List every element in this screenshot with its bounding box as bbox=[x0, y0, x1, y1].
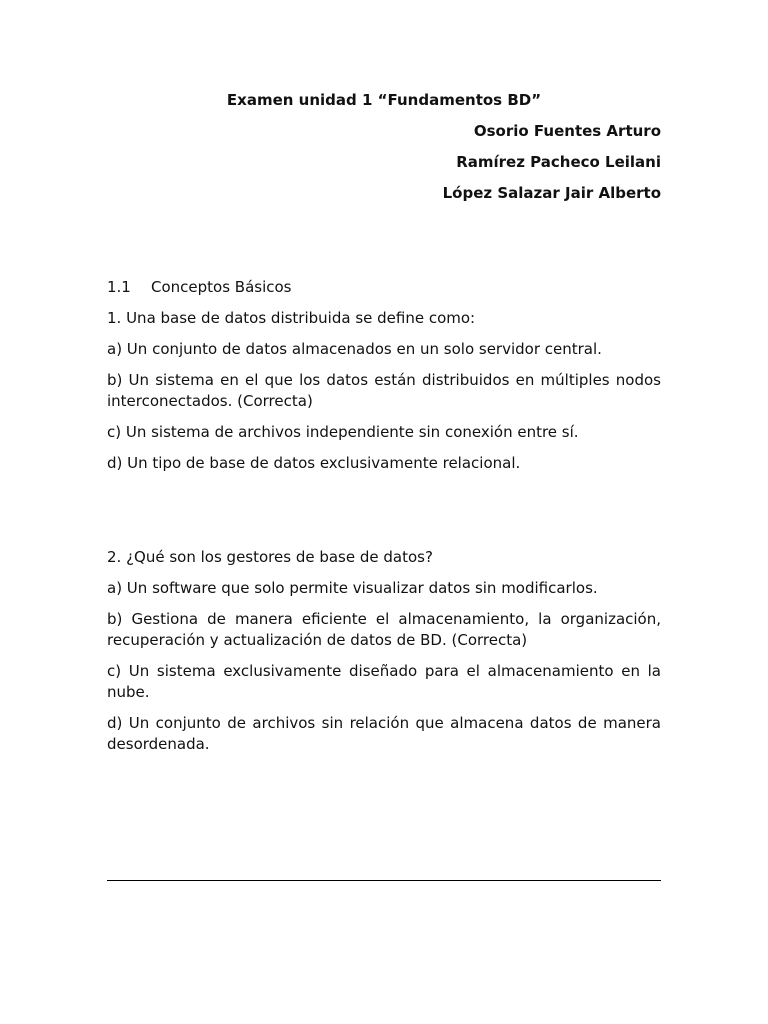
author-list bbox=[107, 121, 661, 214]
document-page bbox=[107, 0, 661, 1024]
document-title: Examen unidad 1 “Fundamentos BD” bbox=[226, 91, 542, 109]
question-prompt: 2. ¿Qué son los gestores de base de datos? bbox=[107, 548, 433, 566]
answer-option: d) Un tipo de base de datos exclusivamente relacional. bbox=[107, 454, 521, 472]
answer-option: c) Un sistema exclusivamente diseñado para el almacenamiento en la nube. bbox=[107, 662, 661, 701]
footer-divider bbox=[107, 880, 661, 881]
answer-option: a) Un software que solo permite visualizar datos sin modificarlos. bbox=[107, 579, 598, 597]
section-title: Conceptos Básicos bbox=[151, 278, 292, 296]
answer-option-correct: b) Gestiona de manera eficiente el almacenamiento, la organización, recuperación y actualización de datos de BD. (Correcta) bbox=[107, 610, 661, 649]
question-block bbox=[107, 547, 661, 765]
section-number: 1.1 bbox=[107, 278, 131, 296]
answer-option-correct: b) Un sistema en el que los datos están distribuidos en múltiples nodos interconectados. (Correcta) bbox=[107, 371, 661, 410]
answer-option: c) Un sistema de archivos independiente sin conexión entre sí. bbox=[107, 423, 579, 441]
author-name: Ramírez Pacheco Leilani bbox=[456, 153, 661, 171]
question-prompt: 1. Una base de datos distribuida se define como: bbox=[107, 309, 476, 327]
answer-option: a) Un conjunto de datos almacenados en un solo servidor central. bbox=[107, 340, 602, 358]
author-name: López Salazar Jair Alberto bbox=[442, 184, 661, 202]
section-heading bbox=[107, 277, 292, 298]
author-name: Osorio Fuentes Arturo bbox=[473, 122, 661, 140]
answer-option: d) Un conjunto de archivos sin relación que almacena datos de manera desordenada. bbox=[107, 714, 661, 753]
question-block bbox=[107, 308, 661, 484]
